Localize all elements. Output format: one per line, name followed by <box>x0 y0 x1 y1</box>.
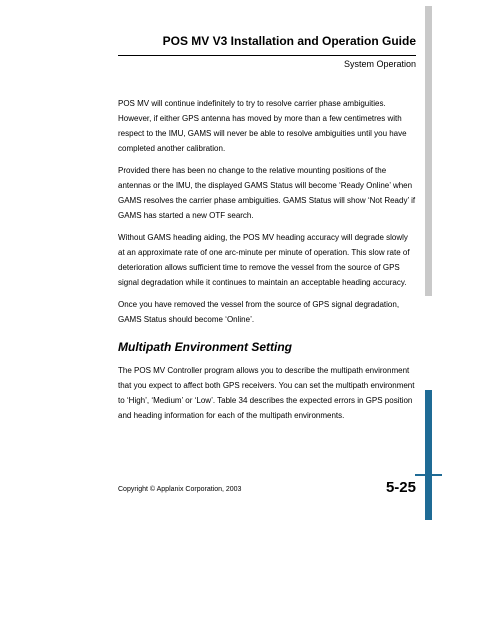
paragraph: POS MV will continue indefinitely to try to resolve carrier phase ambiguities. However, if either GPS antenna has moved by more than a few centimetres with respect to the IMU, GAMS will never be able to resolve ambiguities until you have completed another calibration. <box>118 99 407 153</box>
paragraph: Without GAMS heading aiding, the POS MV heading accuracy will degrade slowly at an approximate rate of one arc-minute per minute of operation. This slow rate of deterioration allows sufficient time to remove the vessel from the source of GPS signal degradation while it continues to maintain an acceptable heading accuracy. <box>118 233 410 287</box>
section-name: System Operation <box>343 59 416 69</box>
paragraph: Provided there has been no change to the relative mounting positions of the antennas or the IMU, the displayed GAMS Status will become ‘Ready Online’ when GAMS resolves the carrier phase ambiguities. GAMS Status will show ‘Not Ready’ if GAMS has started a new OTF search. <box>118 166 416 220</box>
paragraph: The POS MV Controller program allows you to describe the multipath environment that you expect to affect both GPS receivers. You can set the multipath environment to ‘High’, ‘Medium’ or ‘Low’. Table 34 describes the expected errors in GPS position and heading information for each of the multipath environments. <box>118 366 415 420</box>
body-text <box>118 96 416 430</box>
page-number: 5-25 <box>385 479 416 496</box>
copyright-notice: Copyright © Applanix Corporation, 2003 <box>118 486 242 493</box>
section-heading: Multipath Environment Setting <box>118 340 292 354</box>
paragraph: Once you have removed the vessel from the source of GPS signal degradation, GAMS Status should become ‘Online’. <box>118 300 400 324</box>
side-bar-gray-decoration <box>425 6 432 296</box>
side-bar-blue-decoration <box>425 390 432 520</box>
side-tick-decoration <box>415 474 442 476</box>
header-rule <box>118 55 416 56</box>
document-title: POS MV V3 Installation and Operation Guide <box>162 34 416 48</box>
